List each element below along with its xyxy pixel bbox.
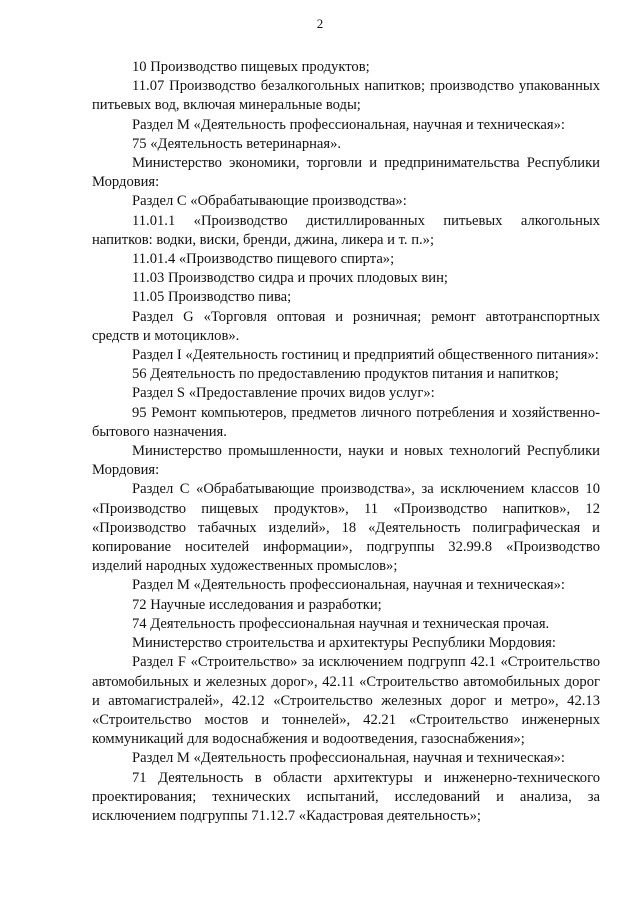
paragraph: 95 Ремонт компьютеров, предметов личного потребления и хозяйственно-бытового назначения. bbox=[92, 404, 600, 440]
paragraph: Раздел S «Предоставление прочих видов услуг»: bbox=[132, 385, 435, 402]
paragraph: Раздел F «Строительство» за исключением подгрупп 42.1 «Строительство автомобильных и железных дорог», 42.11 «Строительство автомобильных дорог и автомагистралей», 42.12 «Строительство железных дорог и метро», 42.13 «Строительство мостов и тоннелей», 42.21 «Строительство инженерных коммуникаций для водоснабжения и водоотведения, газоснабжения»; bbox=[92, 654, 600, 748]
paragraph: 56 Деятельность по предоставлению продуктов питания и напитков; bbox=[132, 366, 559, 383]
paragraph: 74 Деятельность профессиональная научная и техническая прочая. bbox=[132, 615, 550, 632]
paragraph: 75 «Деятельность ветеринарная». bbox=[132, 135, 342, 152]
paragraph: Раздел М «Деятельность профессиональная, научная и техническая»: bbox=[132, 577, 565, 594]
paragraph: 11.01.1 «Производство дистиллированных питьевых алкогольных напитков: водки, виски, бренди, джина, ликера и т. п.»; bbox=[92, 212, 600, 248]
paragraph: 71 Деятельность в области архитектуры и инженерно-технического проектирования; технических испытаний, исследований и анализа, за исключением подгруппы 71.12.7 «Кадастровая деятельность»; bbox=[92, 769, 600, 824]
paragraph: Раздел С «Обрабатывающие производства», за исключением классов 10 «Производство пищевых продуктов», 11 «Производство напитков», 12 «Производство табачных изделий», 18 «Деятельность полиграфическая и копирование носителей информации», подгруппы 32.99.8 «Производство изделий народных художественных промыслов»; bbox=[92, 481, 600, 575]
paragraph: 11.01.4 «Производство пищевого спирта»; bbox=[132, 251, 395, 268]
paragraph: Раздел М «Деятельность профессиональная, научная и техническая»: bbox=[132, 750, 565, 767]
paragraph: Раздел С «Обрабатывающие производства»: bbox=[132, 193, 407, 210]
paragraph: Министерство строительства и архитектуры Республики Мордовия: bbox=[132, 635, 556, 652]
paragraph: 11.05 Производство пива; bbox=[132, 289, 292, 306]
paragraph: Министерство промышленности, науки и новых технологий Республики Мордовия: bbox=[92, 443, 600, 479]
page-number: 2 bbox=[316, 16, 324, 31]
paragraph: 72 Научные исследования и разработки; bbox=[132, 596, 382, 613]
document-body bbox=[92, 58, 600, 826]
paragraph: Министерство экономики, торговли и предпринимательства Республики Мордовия: bbox=[92, 155, 600, 191]
paragraph: 11.07 Производство безалкогольных напитков; производство упакованных питьевых вод, включая минеральные воды; bbox=[92, 78, 600, 114]
paragraph: 10 Производство пищевых продуктов; bbox=[132, 59, 370, 75]
paragraph: Раздел М «Деятельность профессиональная, научная и техническая»: bbox=[132, 116, 565, 133]
paragraph: Раздел I «Деятельность гостиниц и предприятий общественного питания»: bbox=[132, 347, 599, 364]
paragraph: 11.03 Производство сидра и прочих плодовых вин; bbox=[132, 270, 448, 287]
paragraph: Раздел G «Торговля оптовая и розничная; ремонт автотранспортных средств и мотоциклов». bbox=[92, 308, 600, 344]
